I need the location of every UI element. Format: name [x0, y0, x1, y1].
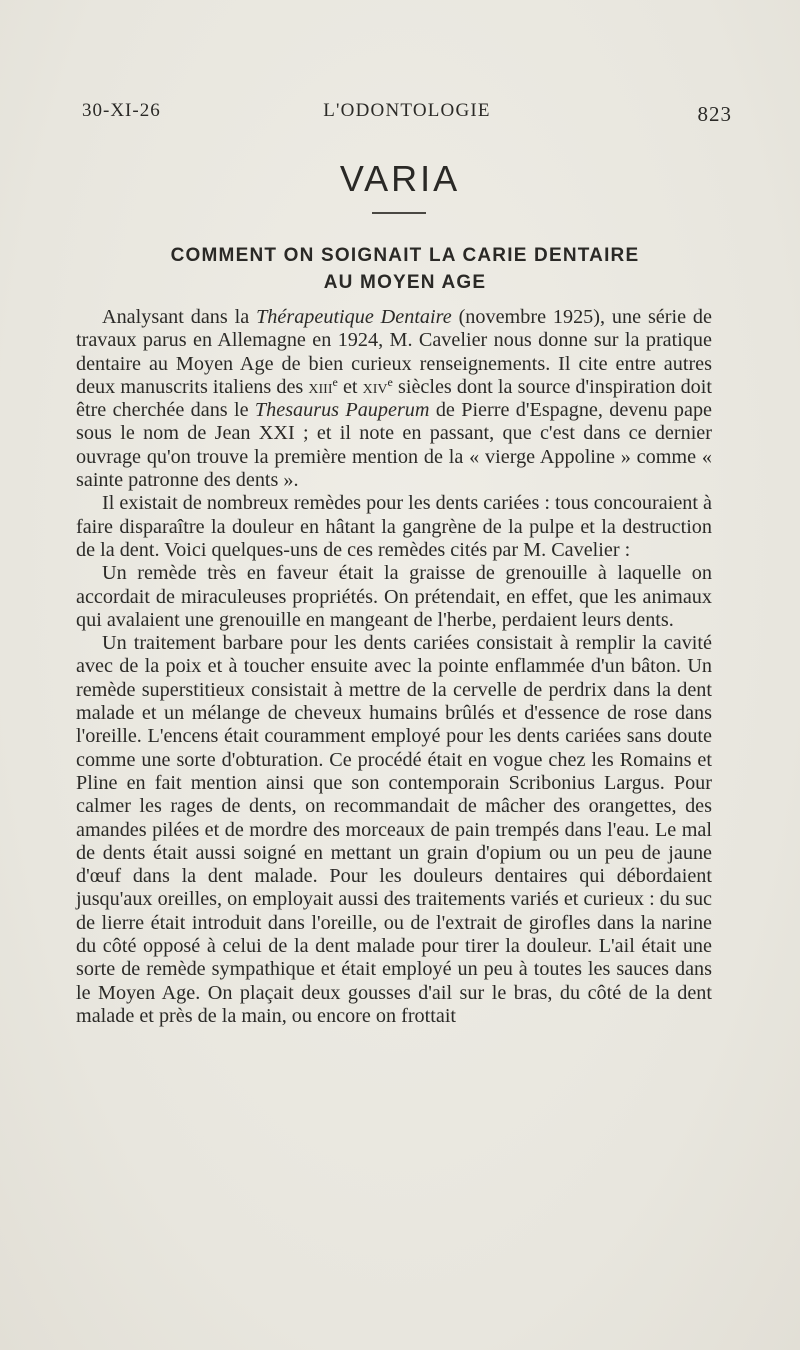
p1-book-title: Thesaurus Pauperum	[254, 399, 430, 422]
p1-sup-14: e	[387, 374, 393, 389]
article-title	[70, 242, 740, 296]
article-title-line-2: AU MOYEN AGE	[323, 272, 487, 293]
p1-text-a: Analysant dans la	[102, 306, 257, 328]
title-rule-divider	[372, 212, 426, 214]
p1-century-14: xiv	[362, 375, 388, 398]
header-date: 30-XI-26	[82, 100, 161, 121]
p1-text-f: et	[337, 375, 363, 398]
p1-century-13: xiii	[308, 375, 333, 398]
paragraph-4: Un traitement barbare pour les dents cariées consistait à remplir la cavité avec de la poix et à toucher ensuite avec la pointe enflammée d'un bâton. Un remède superstitieux consistait à mettre de la cervelle de perdrix dans la dent malade et un mélange de cheveux humains brûlés et d'essence de rose dans l'oreille. L'encens était couramment employé pour les dents cariées sans doute comme une sorte d'obturation. Ce procédé était en vogue chez les Romains et Pline en fait mention ainsi que son contemporain Scribonius Largus. Pour calmer les rages de dents, on recommandait de mâcher des orangettes, des amandes pilées et de mordre des morceaux de pain trempés dans l'eau. Le mal de dents était aussi soigné en mettant un grain d'opium ou un peu de jaune d'œuf dans la dent malade. Pour les douleurs dentaires qui débordaient jusqu'aux oreilles, on employait aussi des traitements variés et curieux : du suc de lierre était introduit dans l'oreille, ou de l'extrait de girofles dans la narine du côté opposé à celui de la dent malade pour tirer la douleur. L'ail était une sorte de remède sympathique et était employé un peu à toutes les sauces dans le Moyen Age. On plaçait deux gousses d'ail sur le bras, du côté de la dent malade et près de la main, ou encore on frottait	[76, 632, 712, 1027]
p1-text-i: siècles dont la source d'inspiration doit être cherchée dans le	[76, 375, 712, 422]
p1-journal-title: Thérapeutique Dentaire	[256, 306, 452, 328]
running-head	[82, 100, 732, 126]
p1-text-k: de Pierre d'Espagne, devenu pape sous le nom de Jean XXI ; et il note en passant, que c'est dans ce dernier ouvrage qu'on trouve la première mention de la « vierge Appoline » comme « sainte patronne des dents ».	[76, 399, 713, 492]
p1-sup-13: e	[332, 374, 338, 389]
paragraph-2: Il existait de nombreux remèdes pour les dents cariées : tous concouraient à faire disparaître la douleur en hâtant la gangrène de la pulpe et la destruction de la dent. Voici quelques-uns de ces remèdes cités par M. Cavelier :	[76, 492, 712, 561]
header-journal-title: L'ODONTOLOGIE	[323, 100, 491, 121]
p1-text-c: (novembre 1925), une série de travaux parus en Allemagne en 1924, M. Cavelier nous donne sur la pratique dentaire au Moyen Age de bien curieux renseignements. Il cite entre autres deux manuscrits italiens des	[76, 306, 712, 398]
page-number: 823	[697, 102, 732, 126]
article-title-line-1: COMMENT ON SOIGNAIT LA CARIE DENTAIRE	[170, 245, 640, 266]
section-title: VARIA	[339, 158, 461, 199]
paragraph-1	[76, 306, 712, 492]
paragraph-3: Un remède très en faveur était la graisse de grenouille à laquelle on accordait de miraculeuses propriétés. On prétendait, en effet, que les animaux qui avalaient une grenouille en mangeant de l'herbe, perdaient leurs dents.	[76, 562, 712, 631]
article-body	[76, 306, 712, 1028]
